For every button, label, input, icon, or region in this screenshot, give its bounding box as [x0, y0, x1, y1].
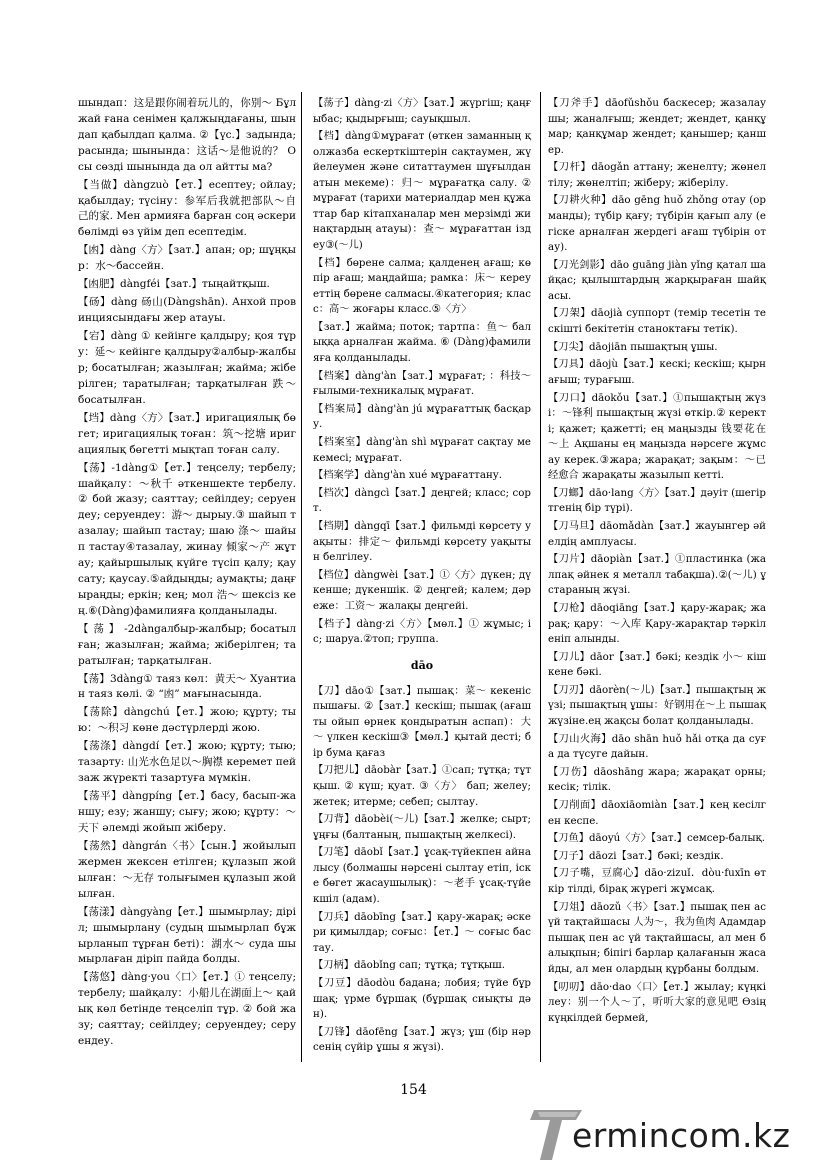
dictionary-entry: 【刀锋】dāofēng【зат.】жүз; ұш (бір нәрсенің сүйір ұшы я жүзі).: [313, 1025, 531, 1054]
dictionary-entry: 【刀枪】dāoqiāng【зат.】қару-жарақ; жарақ; қару：～入库 Қару-жарақтар тәркіленіп алынды.: [548, 601, 766, 646]
dictionary-entry: 【刀笔】dāobǐ【зат.】ұсақ-түйекпен айналысу (болмашы нәрсені сылтау етіп, іске бөгет жасаушылық)：～老手 ұсақ-түйекшіл (адам).: [313, 846, 531, 906]
dictionary-entry: 【档案】dàng'àn【зат.】мұрағат; ：科技～ ғылыми-техникалық мұрағат.: [313, 369, 531, 398]
dictionary-entry: 【荡然】dàngrán〈书〉【сын.】жойылып жермен жексен етілген; құлазып жойылған：～无存 толығымен құлазып жойылған.: [78, 840, 296, 900]
dictionary-entry: 【凼肥】dàngféi【зат.】тыңайтқыш.: [78, 278, 270, 291]
dictionary-entry: 【荡子】dàng·zi〈方〉【зат.】жүргіш; қаңғыбас; қыдырғыш; сауықшыл.: [313, 97, 531, 125]
dictionary-entry: 【刀豆】dāodòu бадана; лобия; түйе бұршақ; үрме бұршақ (бұршақ сиықты дән).: [313, 977, 531, 1021]
dictionary-entry: 【刀俎】dāozǔ〈书〉【зат.】пышақ пен ас үй тақтайшасы 人为～，我为鱼肉 Адамдар пышақ пен ас үй тақтайшасы, ал мен балықпын; біпігі барлар қалағанын жасайды, ал мен олардың құрбаны болдым.: [548, 900, 766, 975]
dictionary-entry: 【档】dàng①мұрағат (өткен заманның қолжазба ескерткіштерін сақтаумен, жүйелеумен және ситаттаумен шұғылданатын мекеме)：归～ мұрағатқа салу. ② мұрағат (тарихи материалдар мен құжаттар бар кітапханалар мен мерзімді жинақтардың атауы)：查～ мұрағаттан іздеу③(～儿): [313, 130, 531, 252]
dictionary-entry: 【刀山火海】dāo shān huǒ hǎi отқа да суға да түсуге дайын.: [548, 732, 766, 761]
column-left: [78, 96, 296, 1052]
dictionary-entry: 【刀耕火种】dāo gēng huǒ zhǒng отау (орманды); түбір қағу; түбірін қағып алу (егіске арналған жердегі ағаш түбірін отау).: [548, 194, 766, 254]
dictionary-entry: 【档次】dàngcì【зат.】деңгей; класс; сорт.: [313, 486, 531, 515]
column-divider-1: [301, 92, 302, 1062]
dictionary-entry: 【刀背】dāobèi(～儿)【зат.】желке; сырт; ұңғы (балтаның, пышақтың желкесі).: [313, 813, 531, 841]
dictionary-entry: 【刀刃】dāorèn(～儿)【зат.】пышақтың жүзі; пышақтың ұшы：好钢用在～上 пышақ жүзіне.ең жақсы болат қолданылады.: [548, 683, 766, 727]
dictionary-entry: 【荡悠】dàng·you〈口〉【ет.】① теңселу; тербелу; шайқалу：小船儿在湖面上～ қайық көл бетінде теңселіп тұр. ② бой жазу; саяттау; сейілдеу; серуендеу; серуендеу.: [78, 971, 296, 1048]
dictionary-entry: 【刀柄】dāobǐng сап; тұтқа; тұтқыш.: [313, 959, 505, 972]
dictionary-entry: 【档案局】dàng'àn jú мұрағаттық басқару.: [313, 402, 531, 431]
dictionary-entry: 【档位】dàngwèi【зат.】①〈方〉дүкен; дүкенше; дүкеншік. ② деңгей; калем; дәреже：工资～ жалақы деңгейі.: [313, 568, 531, 612]
dictionary-entry: 【刀子】dāozi【зат.】бәкі; кездік.: [548, 849, 724, 862]
dictionary-entry: 【叨叨】dāo·dao〈口〉【ет.】жылау; күңкілеу：别一个人～了，听听大家的意见吧 Өзің күңкілдей бермей,: [548, 980, 766, 1024]
logo-brand-text: ermincom.kz: [572, 1116, 791, 1155]
dictionary-entry: 【刀伤】dāoshāng жара; жарақат орны; кесік; тілік.: [548, 765, 766, 794]
termincom-logo: [528, 1104, 798, 1164]
dictionary-entry: 【刀】dāo①【зат.】пышақ：菜～ кекеніс пышағы. ②【зат.】кескіш; пышақ (ағашты ойып өрнек қондыратын аспап)：大～ үлкен кескіш③【мөл.】қытай десті; бір бума қағаз: [313, 684, 531, 759]
dictionary-entry: 【刀子嘴，豆腐心】dāo·zizuǐ．dòu·fuxīn өткір тілді, бірақ жүрегі жұмсақ.: [548, 867, 766, 896]
dictionary-entry: 【当做】dàngzuò【ет.】есептеу; ойлау; қабылдау; түсіну：参军后我就把部队～自己的家. Мен армияға барған соң әскери бөлімді өз үйім деп есептедім.: [78, 178, 296, 239]
dictionary-entry: 【档案学】dàng'àn xué мұрағаттану.: [313, 469, 503, 482]
dictionary-entry: 【刀削面】dāoxiāomiàn【зат.】кең кесілген кеспе.: [548, 799, 766, 827]
dictionary-entry: 【荡除】dàngchú【ет.】жою; құрту; тыю：～积习 көне дәстүрлерді жою.: [78, 706, 296, 735]
dictionary-entry: 【刀螂】dāo·lang〈方〉【зат.】дәуіт (шегіртгенің бір түрі).: [548, 486, 766, 515]
dictionary-entry: 【垱】dàng〈方〉【зат.】иригациялық бөгет; иригациялық тоған：筑～挖塘 иригациялық бөгетті мықтап тоған салу.: [78, 411, 296, 456]
dictionary-entry: 【刀鱼】dāoyú〈方〉【зат.】семсер-балық.: [548, 832, 766, 845]
dictionary-entry: 【刀架】dāojià суппорт (темір тесетін тескішті бекітетін станоктағы тетік).: [548, 307, 766, 336]
dictionary-entry: 【刀杆】dāogǎn аттану; женелту; жөнелтілу; жөнелтіп; жіберу; жіберілу.: [548, 161, 766, 189]
dictionary-entry: 【档期】dàngqī【зат.】фильмді көрсету уақыты：排定～ фильмді көрсету уақытын белгілеу.: [313, 520, 531, 564]
page-number: 154: [400, 1082, 427, 1098]
dictionary-entry: 【зат.】жайма; поток; тартпа：鱼～ балыққа арналған жайма. ⑥ (Dàng)фамилияға қолданылады.: [313, 320, 531, 365]
dictionary-entry: 【荡】3dàng① таяз көл：黄天～ Хуантиан таяз көлі. ② “凼” мағынасында.: [78, 672, 296, 701]
dictionary-entry: 【刀片】dāopiàn【зат.】①пластинка (жалпақ әйнек я металл табақша).②(～儿) ұстараның жүзі.: [548, 553, 766, 597]
dictionary-entry: 【档案室】dàng'àn shì мұрағат сақтау мекемесі; мұрағат.: [313, 436, 531, 464]
dictionary-entry: 【刀儿】dāor【зат.】бәкі; кездік 小～ кішкене бәкі.: [548, 650, 766, 679]
dictionary-entry: 【刀具】dāojù【зат.】кескі; кескіш; қырнағыш; турағыш.: [548, 358, 766, 386]
column-middle: [313, 96, 531, 1058]
dictionary-entry: 【砀】dàng 砀山(Dàngshān). Анхой провинциясындағы жер атауы.: [78, 296, 296, 325]
dictionary-entry: 【荡漾】dàngyàng【ет.】шымырлау; діріл; шымырлану (судың шымырлап бұжырланып тұрған беті)：湖水～ суда шымырлаған діріп пайда болды.: [78, 905, 296, 966]
dictionary-entry: 【档子】dàng·zi〈方〉【мөл.】① жұмыс; іс; шаруа.②топ; группа.: [313, 617, 531, 646]
dictionary-entry: 【刀斧手】dāofǔshǒu баскесер; жазалаушы; жаналғыш; жендет; жендет, қанқұмар; қанқұмар жендет; қанышер; қаншер.: [548, 97, 766, 156]
dictionary-entry: 【刀兵】dāobīng【зат.】қару-жарақ; әскери қимылдар; соғыс：【ет.】～ соғыс бастау.: [313, 910, 531, 954]
dictionary-entry: шындап：这是跟你闹着玩儿的，你别～ Бұл жай ғана сенімен қалжыңдағаны, шындап қабылдап қалма. ②【үс.】задында; расында; шынында：这话～是他说的？ Осы сөзді шынында да ол айтты ма?: [78, 97, 296, 173]
dictionary-entry: 【刀尖】dāojiān пышақтың ұшы.: [548, 340, 718, 353]
section-heading: dāo: [410, 658, 434, 672]
dictionary-entry: 【荡涤】dàngdí【ет.】жою; құрту; тыю; тазарту: 山光水色足以～胸襟 керемет пейзаж жүректі тазартуға мүмкін.: [78, 740, 296, 785]
dictionary-entry: 【刀口】dāokǒu【зат.】①пышақтың жүзі：～锋利 пышақтың жүзі өткір.② керекті; қажет; қажетті; ең маңызды 钱要花在～上 Ақшаны ең маңызда нәрсеге жұмсау керек.③жара; жарақат; зақым：～已经愈合 жарақаты жазылып кетті.: [548, 391, 766, 482]
column-right: [548, 96, 766, 1028]
dictionary-entry: 【宕】dàng ① кейінге қалдыру; қоя тұру：延～ кейінге қалдыру②албыр-жалбыр; босатылған; жазылған; жайма; жіберілген; таратылған; тарқатылған 跌～ босатылған.: [78, 330, 296, 406]
dictionary-entry: 【荡】-1dàng①【ет.】теңселу; тербелу; шайқалу：～秋千 әткеншекте тербелу. ② бой жазу; саяттау; сейілдеу; серуендеу; серуендеу：游～ дырыу.③ шайып тазалау; шайып тастау; шаю 涤～ шайып тастау④тазалау, жинау 倾家～产 жұтау; қайыршылық күйге түсіп қалу; қаусату; қаусау.⑤айдыңды; аумақты; даңғыраңды; еркін; кең; мол 浩～ шексіз кең.⑥(Dàng)фамилияға қолданылады.: [78, 461, 296, 617]
column-divider-2: [540, 92, 541, 1062]
dictionary-entry: 【档】бөрене салма; қалденең ағаш; көпір ағаш; маңдайша; рамка：床～ кереуеттің бөрене салмасы.④категория; класс：高～ жоғары класс.⑤〈方〉: [313, 256, 531, 316]
dictionary-entry: 【荡平】dàngpíng【ет.】басу, басып-жаншу; езу; жаншу; сығу; жою; құрту：～天下 әлемді жойып жіберу.: [78, 790, 296, 834]
dictionary-entry: 【刀光剑影】dāo guāng jiàn yǐng қатал шайқас; қылыштардың жарқыраған шайқасы.: [548, 258, 766, 302]
dictionary-entry: 【 荡 】 -2dàngалбыр-жалбыр; босатылған; жазылған; жайма; жіберілген; таратылған; тарқатылған.: [78, 622, 296, 667]
dictionary-entry: 【刀马旦】dāomǎdàn【зат.】жауынгер әйелдің амплуасы.: [548, 520, 766, 548]
dictionary-entry: 【凼】dàng〈方〉【зат.】апан; ор; шұңқыр：水～бассейн.: [78, 244, 296, 273]
dictionary-entry: 【刀把儿】dāobàr【зат.】①сап; тұтқа; тұтқыш. ② күш; қуат. ③〈方〉 бап; желеу; жетек; итерме; себеп; сылтау.: [313, 764, 531, 808]
